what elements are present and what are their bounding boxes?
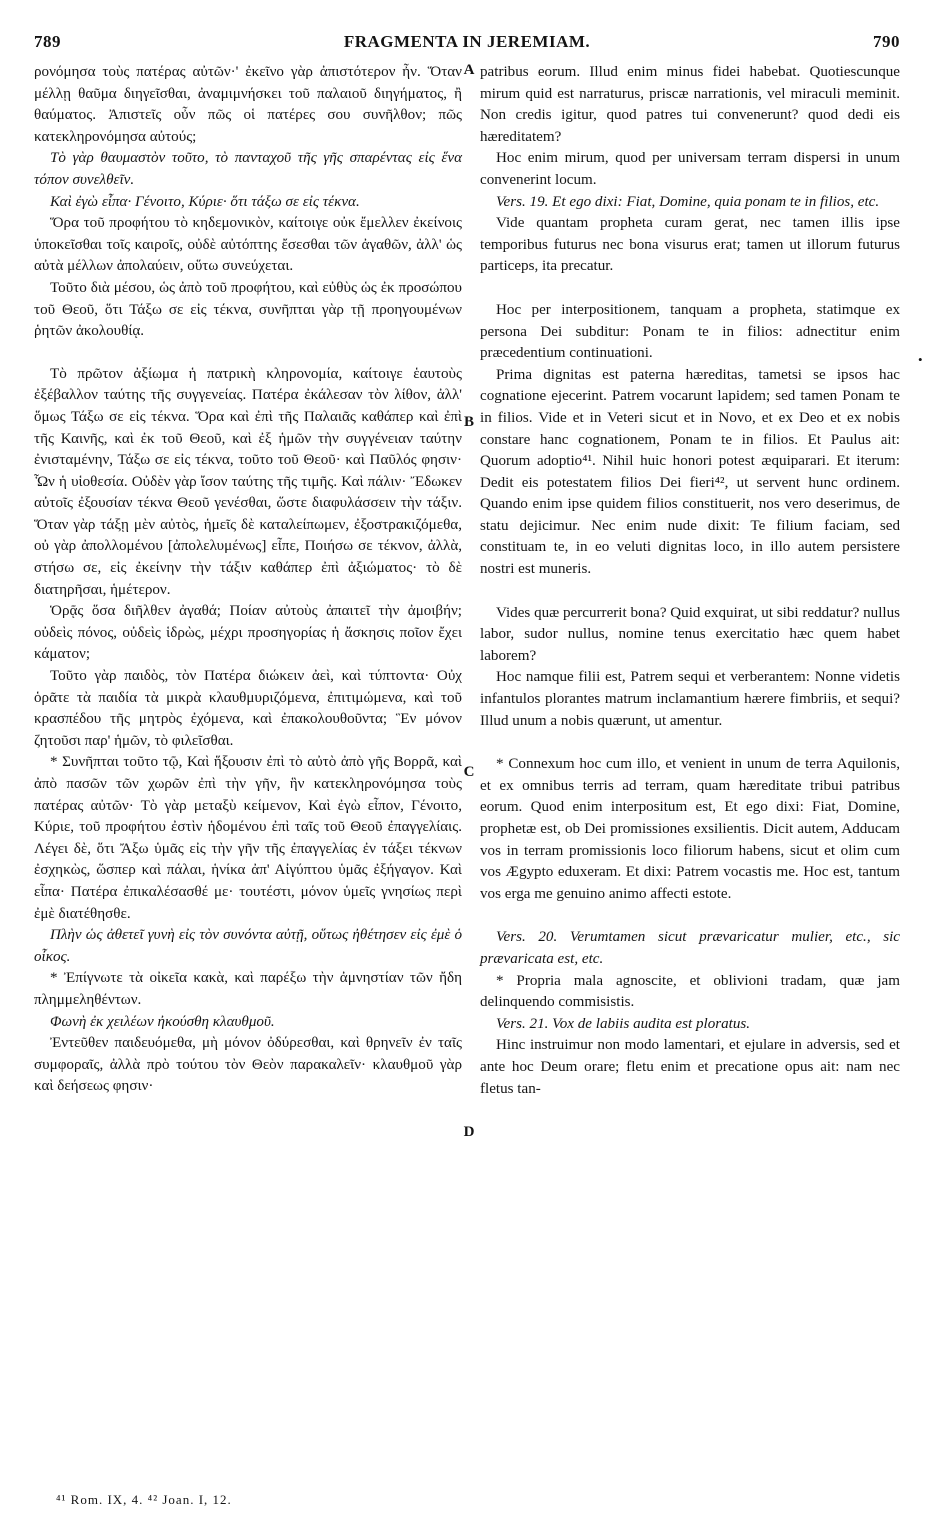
latin-lemma: Vers. 19. Et ego dixi: Fiat, Domine, quia ponam te in filios, etc. <box>496 193 880 210</box>
margin-marker-d: D <box>463 1124 475 1140</box>
greek-paragraph: Ἐντεῦθεν παιδευόμεθα, μὴ μόνον ὀδύρεσθαι, καὶ θρηνεῖν ἐν ταῖς συμφοραῖς, ἀλλὰ πρὸ τούτου τὸν Θεὸν παρακαλεῖν· κλαυθμοῦ γὰρ καὶ δεήσεως φησιν· <box>34 1035 462 1095</box>
latin-paragraph: Vides quæ percurrerit bona? Quid exquirat, ut sibi reddatur? nullus labor, sudor nullus, nomine tenus exercitatio hæc quem habet laborem? <box>480 604 901 664</box>
latin-paragraph: Hoc namque filii est, Patrem sequi et verberantem: Nonne videtis infantulos plorantes matrum inclamantium hærere fimbriis, et sequi? Illud unum a nobis quærunt, ut amentur. <box>480 669 900 729</box>
footnotes: ⁴¹ Rom. IX, 4. ⁴² Joan. I, 12. <box>56 1492 232 1507</box>
latin-paragraph: * Connexum hoc cum illo, et venient in unum de terra Aquilonis, et ex omnibus terris ad terram, quam hæreditate tribui patribus eorum. Quod enim interpositum est, Et ego dixi: Fiat, Domine, prophetæ est, ob Dei promissiones exsilientis. Dicit autem, Adducam vos in terram promissionis loco filiorum habens, sicut et olim cum vos Ægypto eduxeram. Et dixi: Patrem vocastis me. Hoc est, tantum vos erga me genuino animo affecti estote. <box>480 756 900 902</box>
greek-paragraph: Ὅρα τοῦ προφήτου τὸ κηδεμονικὸν, καίτοιγε οὐκ ἔμελλεν ἐκείνοις ὑποκεῖσθαι τοῖς καιροῖς, οὐδὲ αὐτόπτης ἔσεσθαι τῶν ἀγαθῶν, ἀλλ' ὡς αὐτὰ μέλλων ἀπολαύειν, οὕτω συνεύχεται. <box>34 215 462 275</box>
right-page-number: 790 <box>873 32 900 51</box>
greek-paragraph: Τὸ γὰρ θαυμαστὸν τοῦτο, τὸ πανταχοῦ τῆς γῆς σπαρέντας εἰς ἕνα τόπον συνελθεῖν. <box>34 150 462 188</box>
latin-column <box>480 62 900 1100</box>
left-page-number: 789 <box>34 32 61 51</box>
latin-paragraph: * Propria mala agnoscite, et oblivioni tradam, quæ jam delinquendo commisistis. <box>480 972 900 1011</box>
latin-lemma: Vers. 20. Verumtamen sicut prævaricatur mulier, etc., sic prævaricata est, etc. <box>480 929 900 967</box>
margin-marker-a: A <box>463 62 475 78</box>
latin-paragraph: patribus eorum. Illud enim minus fidei habebat. Quotiescunque mirum quid est narraturus, priscæ narrationis, vel miraculi meminit. Non credis igitur, quod patres tui convenerunt? quod dedi eis hæreditatem? <box>480 64 900 145</box>
latin-lemma: Vers. 21. Vox de labiis audita est ploratus. <box>496 1015 751 1032</box>
latin-paragraph: Hinc instruimur non modo lamentari, et ejulare in adversis, sed et ante hoc Deum orare; fletu enim et precatione opus ait: nam nec fletus tan- <box>480 1037 900 1097</box>
latin-paragraph: Hoc per interpositionem, tanquam a propheta, statimque ex persona Dei subditur: Ponam te in filios: adnectitur enim præcedentium continuationi. <box>480 301 900 362</box>
running-title: FRAGMENTA IN JEREMIAM. <box>343 32 591 51</box>
greek-lemma: Πλὴν ὡς ἀθετεῖ γυνὴ εἰς τὸν συνόντα αὐτῇ, οὕτως ἠθέτησεν εἰς ἐμὲ ὁ οἶκος. <box>34 927 462 965</box>
greek-paragraph: Τοῦτο διὰ μέσου, ὡς ἀπὸ τοῦ προφήτου, καὶ εὐθὺς ὡς ἐκ προσώπου τοῦ Θεοῦ, ὅτι Τάξω σε εἰς τέκνα, συνῆπται γὰρ τῇ προηγουμένων ῥητῶν ἀκολουθίᾳ. <box>34 279 462 340</box>
latin-paragraph: Prima dignitas est paterna hæreditas, tametsi se ipsos hac cognatione ejecerint. Patrem vocarunt lapidem; sed tamen Ponam te in filios. Vide et in Veteri sicut et in Novo, et ex Deo et ex nobis constare hanc cognationem, Ponam te in filios. Et Paulus ait: Quorum adoptio⁴¹. Nihil huic honori potest æquiparari. Et iterum: Dedit eis potestatem filios Dei fieri⁴², ut servent hunc ordinem. Quando enim ipse quidem filios constituerit, nos vero deserimus, de statu dejicimur. Nec enim nude dixit: Te filium faciam, sed constituam te, in eo veluti dignitas loco, in illo autem persistere nostri est muneris. <box>480 366 900 578</box>
greek-paragraph: * Ἐπίγνωτε τὰ οἰκεῖα κακὰ, καὶ παρέξω τὴν ἀμνηστίαν τῶν ἤδη πλημμεληθέντων. <box>34 970 462 1008</box>
greek-lemma: Καὶ ἐγὼ εἶπα· Γένοιτο, Κύριε· ὅτι τάξω σε εἰς τέκνα. <box>50 193 360 210</box>
margin-bullet: • <box>918 352 923 367</box>
latin-paragraph: Vide quantam propheta curam gerat, nec tamen illis ipse temporibus futurus nec bona visurus erat; tamen ut illorum futurus particeps, ita precatur. <box>480 215 900 275</box>
margin-marker-c: C <box>463 764 475 780</box>
greek-paragraph: Τὸ πρῶτον ἀξίωμα ἡ πατρικὴ κληρονομία, καίτοιγε ἑαυτοὺς ἐξέβαλλον ταύτης τῆς συγγενείας. Πατέρα ἐκάλεσαν τὸν λίθον, ἀλλ' ὅμως Τάξω σε εἰς τέκνα. Ὅρα καὶ ἐπὶ τῆς Παλαιᾶς καθάπερ καὶ ἐπὶ τῆς Καινῆς, καὶ ἐκ τοῦ Θεοῦ, καὶ ἐξ ἡμῶν τὴν συγγένειαν ταύτην ἐνισταμένην, Τάξω σε εἰς τέκνα, τοῦτο τοῦ Θεοῦ· καὶ Παῦλός φησιν· Ὧν ἡ υἱοθεσία. Οὐδὲν γὰρ ἴσον ταύτης τῆς τιμῆς. Καὶ πάλιν· Ἔδωκεν αὐτοῖς ἐξουσίαν τέκνα Θεοῦ γενέσθαι, ὥστε διαφυλάσσειν τὴν τάξιν. Ὅταν γὰρ τάξῃ μὲν αὐτὸς, ἡμεῖς δὲ καταλείπωμεν, ἐξοστρακιζόμεθα, οὐ γὰρ ἀπολλομένου [ἀπολελυμένως] εἶπε, Ποιήσω σε τέκνον, ἀλλὰ, στήσω σε, εἰς ἐκείνην τὴν τάξιν καθάπερ ἐπὶ ἀξιώματος· τὸ δὲ διατηρῆσαι, ἡμέτερον. <box>34 365 462 598</box>
page-header <box>34 32 900 56</box>
greek-paragraph: Τοῦτο γὰρ παιδὸς, τὸν Πατέρα διώκειν ἀεὶ, καὶ τύπτοντα· Οὐχ ὁρᾶτε τὰ παιδία τὰ μικρὰ κλαυθμυριζόμενα, ἐπιτιμώμενα, καὶ τοῦ κρασπέδου τῆς μητρὸς ἐχόμενα, καὶ ἐπακολουθοῦντα; Ἓν μόνον ζητοῦσι παρ' ἡμῶν, τὸ φιλεῖσθαι. <box>34 668 462 749</box>
margin-marker-b: B <box>463 414 474 430</box>
greek-paragraph: Ὁρᾷς ὅσα διῆλθεν ἀγαθά; Ποίαν αὐτοὺς ἀπαιτεῖ τὴν ἀμοιβήν; οὐδεὶς πόνος, οὐδεὶς ἱδρὼς, μέχρι προσηγορίας ἡ ἄσκησις ποῖον ἔχει κάματον; <box>34 603 462 663</box>
greek-lemma: Φωνὴ ἐκ χειλέων ἠκούσθη κλαυθμοῦ. <box>50 1013 275 1030</box>
greek-paragraph: ρονόμησα τοὺς πατέρας αὐτῶν·' ἐκεῖνο γὰρ ἀπιστότερον ἦν. Ὅταν μέλλῃ θαῦμα διηγεῖσθαι, ἀναμιμνήσκει τοῦ παλαιοῦ διηγήματος, ἢ θαύματος. Ἀπιστεῖς οὖν πῶς οἱ πατέρες σου συνῆλθον; πῶς κατεκληρονόμησα αὐτούς; <box>34 64 462 145</box>
latin-paragraph: Hoc enim mirum, quod per universam terram dispersi in unum convenerint locum. <box>480 150 900 188</box>
greek-paragraph: * Συνῆπται τοῦτο τῷ, Καὶ ἥξουσιν ἐπὶ τὸ αὐτὸ ἀπὸ γῆς Βορρᾶ, καὶ ἀπὸ πασῶν τῶν χωρῶν ἐπὶ τὴν γῆν, ἣν κατεκληρονόμησα τοὺς πατέρας αὐτῶν· Τὸ γὰρ μεταξὺ κείμενον, Καὶ ἐγὼ εἶπον, Γένοιτο, Κύριε, τοῦ προφήτου ἐστὶν ἡδομένου ἐπὶ ταῖς τοῦ Θεοῦ ἐπαγγελίαις. Λέγει δὲ, ὅτι Ἄξω ὑμᾶς εἰς τὴν γῆν τῆς ἐπαγγελίας ἐν τάξει τέκνων ἐσχηκὼς, ὥσπερ καὶ πάλαι, ἡνίκα ἀπ' Αἰγύπτου ὑμᾶς ἐξήγαγον. Καὶ εἶπα· Πατέρα ἐπικαλέσασθέ με· τουτέστι, μόνον ὑμεῖς γνησίως περὶ ἐμὲ διατέθησθε. <box>34 754 462 922</box>
greek-column <box>34 62 462 1098</box>
